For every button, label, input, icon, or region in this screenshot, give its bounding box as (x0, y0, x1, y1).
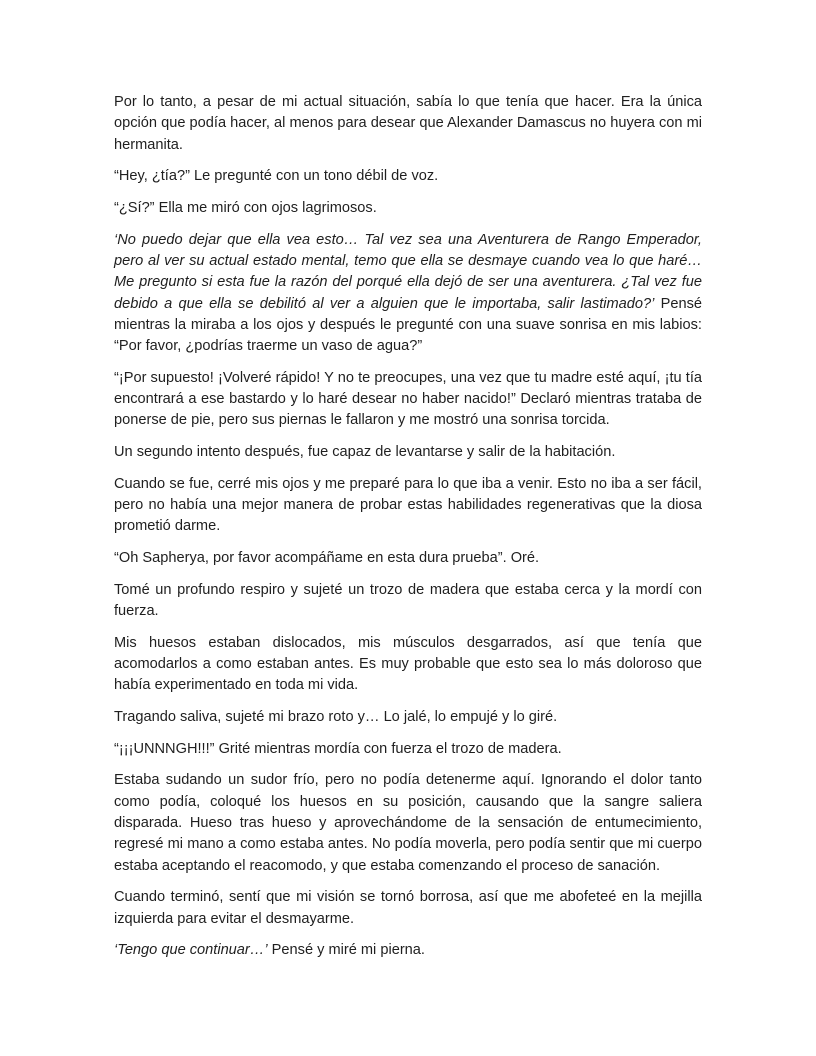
paragraph-11: Tragando saliva, sujeté mi brazo roto y… Lo jalé, lo empujé y lo giré. (114, 709, 558, 726)
paragraph-text: Pensé mientras la miraba a los ojos y después le pregunté con una suave sonrisa en mis labios: “Por favor, ¿podrías traerme un vaso de agua?” (114, 295, 702, 355)
paragraph-1: Por lo tanto, a pesar de mi actual situación, sabía lo que tenía que hacer. Era la única opción que podía hacer, al menos para desear que Alexander Damascus no huyera con mi hermanita. (114, 94, 702, 153)
paragraph-14: Cuando terminó, sentí que mi visión se tornó borrosa, así que me abofeteé en la mejilla izquierda para evitar el desmayarme. (114, 889, 702, 927)
italic-thought: ‘Tengo que continuar…’ (114, 942, 268, 959)
paragraph-text: Pensé y miré mi pierna. (267, 942, 425, 959)
paragraph-8: “Oh Sapherya, por favor acompáñame en esta dura prueba”. Oré. (114, 550, 540, 567)
paragraph-10: Mis huesos estaban dislocados, mis músculos desgarrados, así que tenía que acomodarlos a como estaban antes. Es muy probable que esto sea lo más doloroso que había experimentado en toda mi vida. (114, 634, 702, 694)
paragraph-13: Estaba sudando un sudor frío, pero no podía detenerme aquí. Ignorando el dolor tanto como podía, coloqué los huesos en su posición, causando que la sangre saliera disparada. Hueso tras hueso y aprovechándome de la sensación de entumecimiento, regresé mi mano a como estaba antes. No podía moverla, pero podía sentir que mi cuerpo estaba aceptando el reacomodo, y que estaba comenzando el proceso de sanación. (114, 772, 702, 874)
paragraph-2: “Hey, ¿tía?” Le pregunté con un tono débil de voz. (114, 168, 439, 185)
document-body (114, 92, 702, 972)
paragraph-3: “¿Sí?” Ella me miró con ojos lagrimosos. (114, 199, 377, 216)
paragraph-15 (114, 940, 702, 961)
paragraph-5: “¡Por supuesto! ¡Volveré rápido! Y no te preocupes, una vez que tu madre esté aquí, ¡tu tía encontrará a ese bastardo y lo haré desear no haber nacido!” Declaró mientras trataba de ponerse de pie, pero sus piernas le fallaron y me mostró una sonrisa torcida. (114, 369, 702, 429)
paragraph-4 (114, 230, 702, 358)
paragraph-9: Tomé un profundo respiro y sujeté un trozo de madera que estaba cerca y la mordí con fuerza. (114, 581, 702, 620)
italic-thought: ‘No puedo dejar que ella vea esto… Tal vez sea una Aventurera de Rango Emperador, pero al ver su actual estado mental, temo que ella se desmaye cuando vea lo que haré… Me pregunto si esta fue la razón del porqué ella dejó de ser una aventurera. ¿Tal vez fue debido a que ella se debilitó al ver a alguien que le importaba, salir lastimado?’ (114, 231, 702, 312)
paragraph-6: Un segundo intento después, fue capaz de levantarse y salir de la habitación. (114, 444, 616, 461)
paragraph-12: “¡¡¡UNNNGH!!!” Grité mientras mordía con fuerza el trozo de madera. (114, 740, 562, 757)
paragraph-7: Cuando se fue, cerré mis ojos y me preparé para lo que iba a venir. Esto no iba a ser fácil, pero no había una mejor manera de probar estas habilidades regenerativas que la diosa prometió darme. (114, 475, 702, 535)
